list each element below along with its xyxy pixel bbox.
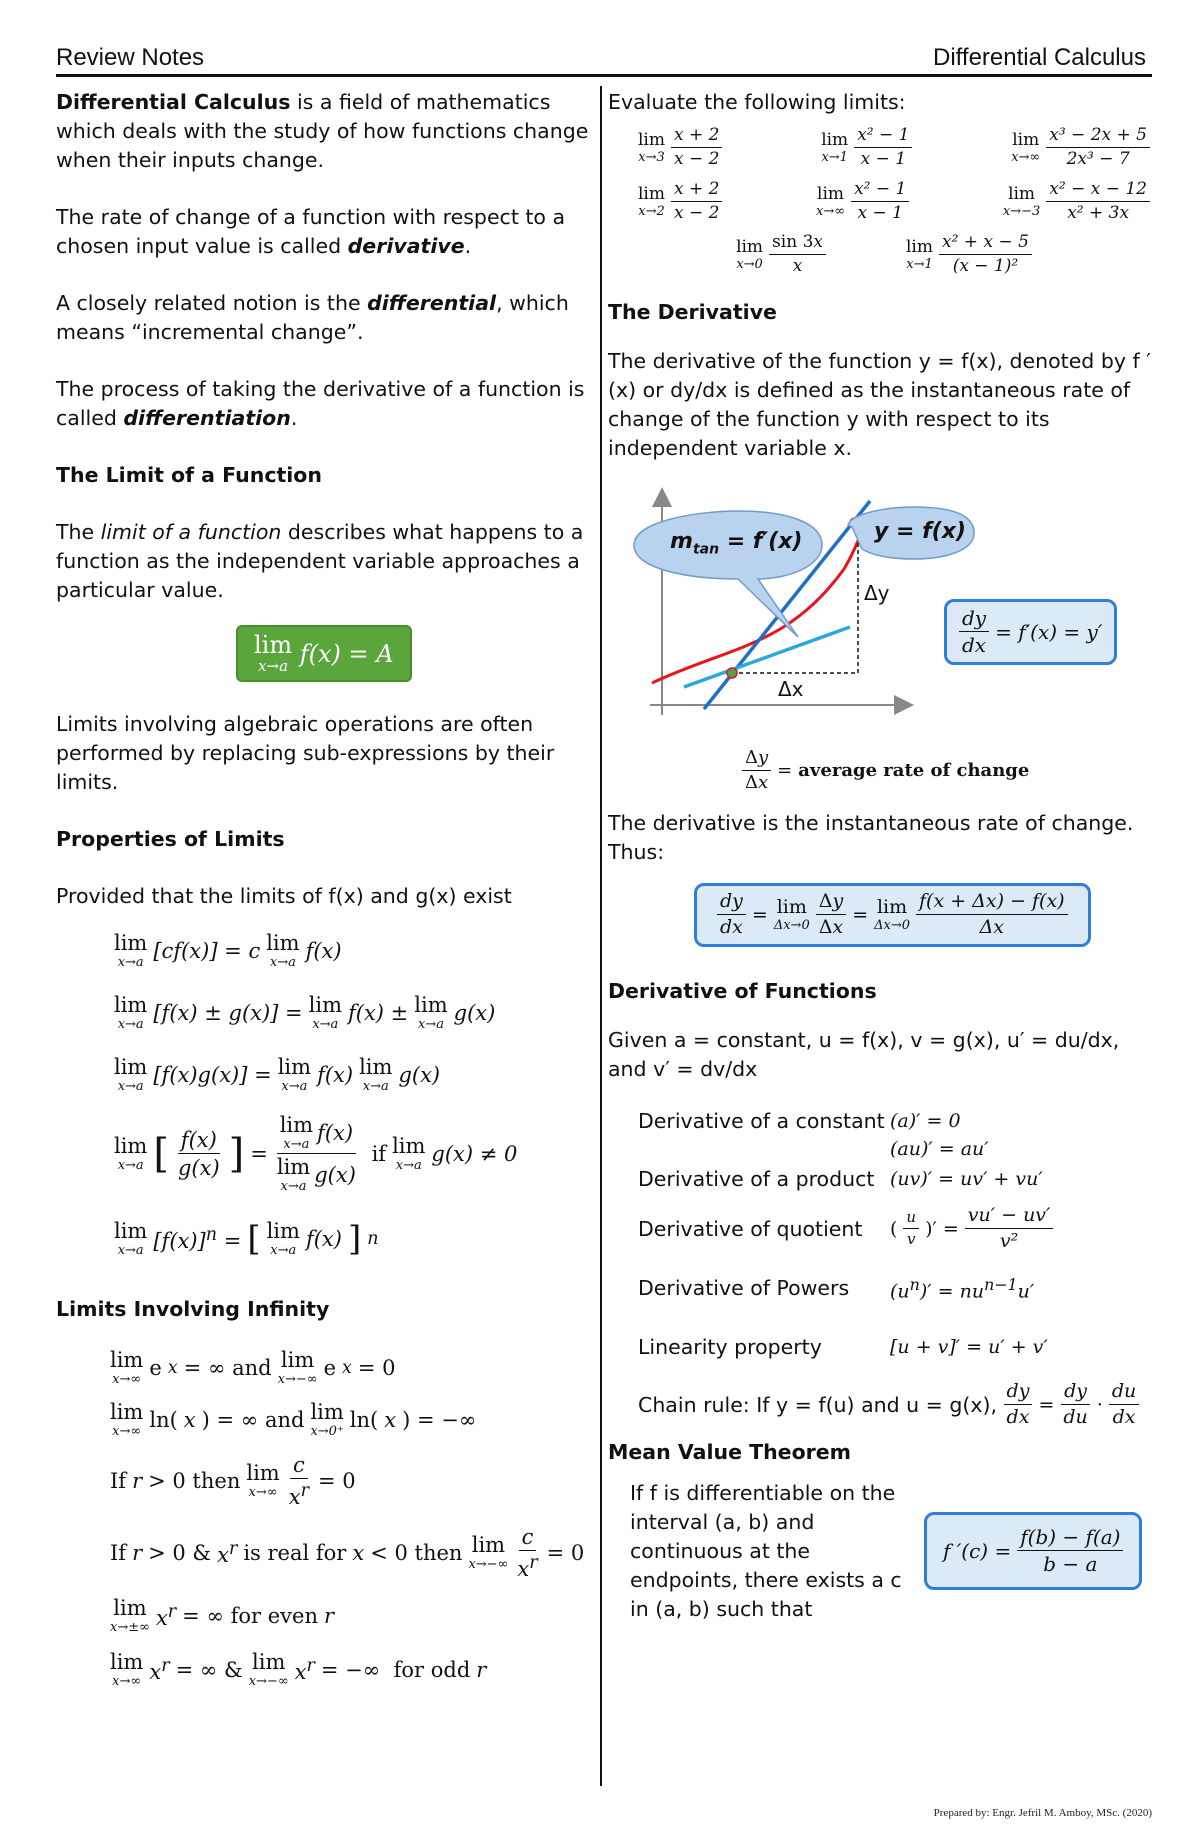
rule-chain: Chain rule: If y = f(u) and u = g(x), $\frac{dy}{dx}$ = $\frac{dy}{du}$ · $\frac{du}{dx}$ (638, 1382, 1160, 1428)
mvt-formula-box: f ′(c) = $\frac{f(b) - f(a)}{b - a}$ (924, 1512, 1142, 1590)
property-sum: lim x→a [f(x) ± g(x)] = lim x→a f(x) ± lim x→a g(x) (114, 993, 496, 1032)
exercise-row-2: lim x→2 $\frac{x + 2}{x - 2}$ lim x→∞ $\frac{\text{x² − 1}}{x - 1}$ lim x→−3 $\frac{\text{x² − x − 12}}{\text{x² + 3x}}$ (608, 181, 1160, 223)
rule-product: Derivative of a product (uv)′ = uv′ + vu′ (638, 1166, 1043, 1191)
differentiation-term: differentiation (123, 406, 291, 430)
mvt-heading: Mean Value Theorem (608, 1439, 852, 1464)
header-right: Differential Calculus (933, 44, 1146, 71)
mvt-section (608, 1479, 1160, 1624)
right-column (608, 88, 1160, 1624)
derivative-term: derivative (347, 234, 465, 258)
intro-term: Differential Calculus (56, 90, 291, 114)
differential-post: , which means “incremental change”. (56, 291, 569, 344)
derivative-pre: The rate of change of a function with respect to a chosen input value is called (56, 205, 566, 258)
derivative-paragraph: The rate of change of a function with respect to a chosen input value is called derivative. (56, 205, 566, 258)
limit-post: describes what happens to a function as the independent variable approaches a particular value. (56, 520, 584, 602)
derivative-heading: The Derivative (608, 300, 777, 325)
infinity-exp: lim x→∞ e x = ∞ and lim x→−∞ e x = 0 (110, 1348, 396, 1387)
rule-quotient: Derivative of quotient ( $\frac{u}{v}$ )′ = $\frac{vu' - uv'}{\text{v²}}$ (638, 1206, 1160, 1252)
mvt-text: If f is differentiable on the interval (a, b) and continuous at the endpoints, there exists a c in (a, b) such that (630, 1480, 902, 1621)
limit-definition (56, 625, 596, 682)
given-text: Given a = constant, u = f(x), v = g(x), u′ = du/dx, and v′ = dv/dx (608, 1027, 1120, 1081)
header-rule (56, 74, 1152, 77)
infinity-odd: lim x→∞ $x^r$ = ∞ & lim x→−∞ $x^r$ = −∞ for odd r (110, 1650, 487, 1690)
derivative-notation-box: $\frac{dy}{dx}$ = f′(x) = y′ (944, 599, 1117, 665)
average-rate-text: average rate of change (798, 760, 1030, 782)
infinity-recip-neg: If r > 0 & $x^r$ is real for x < 0 then lim x→−∞ $\frac{c}{x^r}$ = 0 (110, 1525, 585, 1582)
derivative-limit-box: $\frac{dy}{dx}$ = lim Δx→0 $\frac{\Delta y}{\Delta x}$ = lim Δx→0 $\frac{f(x + \Delta x) - f(x)}{\Delta x}$ (694, 883, 1091, 947)
intro-paragraph (56, 88, 596, 175)
exercise-row-1: lim x→3 $\frac{x + 2}{x - 2}$ lim x→1 $\frac{\text{x² − 1}}{x - 1}$ lim x→∞ $\frac{\text{x³ − 2x + 5}}{\text{2x³ − 7}}$ (608, 127, 1160, 169)
rule-constant: Derivative of a constant (a)′ = 0 (638, 1108, 961, 1133)
header-left: Review Notes (56, 44, 205, 71)
differentiation-paragraph: The process of taking the derivative of a function is called differentiation. (56, 377, 585, 430)
limit-pre: The (56, 520, 101, 544)
infinity-even: lim x→±∞ $x^r$ = ∞ for even r (110, 1596, 335, 1636)
point-a (727, 668, 737, 678)
dx-label: Δx (778, 677, 804, 702)
credit: Prepared by: Engr. Jefril M. Amboy, MSc. (2020) (933, 1807, 1152, 1819)
algebraic-paragraph: Limits involving algebraic operations are often performed by replacing sub-expressions by their limits. (56, 712, 555, 794)
limit-heading: The Limit of a Function (56, 463, 322, 487)
differentiation-pre: The process of taking the derivative of a function is called (56, 377, 585, 430)
rule-constant-multiple: (au)′ = au′ (890, 1137, 989, 1160)
property-power: lim x→a $[f(x)]^n$ = [ lim x→a f(x) ] n (114, 1219, 379, 1259)
infinity-recip: If r > 0 then lim x→∞ $\frac{c}{x^r}$ = 0 (110, 1453, 356, 1510)
limit-paragraph (56, 518, 596, 605)
dy-label: Δy (864, 581, 890, 606)
derivative-graph (608, 487, 1160, 727)
infinity-formulas (56, 1350, 596, 1688)
provided-paragraph: Provided that the limits of f(x) and g(x) exist (56, 884, 512, 908)
properties-heading: Properties of Limits (56, 827, 285, 851)
property-product: lim x→a [f(x)g(x)] = lim x→a f(x) lim x→a g(x) (114, 1055, 441, 1094)
infinity-ln: lim x→∞ ln( x ) = ∞ and lim x→0⁺ ln( x ) = −∞ (110, 1400, 477, 1439)
intro-rest: is a field of mathematics which deals with the study of how functions change when their inputs change. (56, 90, 589, 172)
property-constant: lim x→a [cf(x)] = c lim x→a f(x) (114, 931, 342, 970)
infinity-heading: Limits Involving Infinity (56, 1297, 330, 1321)
limit-definition-box: lim x→a f(x) = A (236, 625, 412, 682)
exercise-row-3: lim x→0 $\frac{\sin 3x}{x}$ lim x→1 $\frac{\text{x² + x − 5}}{\text{(x − 1)²}}$ (608, 234, 1160, 276)
average-rate: $\frac{\Delta y}{\Delta x}$ = average rate of change (608, 749, 1160, 793)
left-column (56, 88, 596, 1688)
differential-paragraph (56, 289, 596, 347)
derivative-rules (608, 1106, 1160, 1428)
functions-heading: Derivative of Functions (608, 978, 877, 1003)
limit-term: limit of a function (100, 520, 282, 544)
derivative-definition: The derivative of the function y = f(x), denoted by f ′(x) or dy/dx is defined as the instantaneous rate of change of the function y with respect to its independent variable x. (608, 349, 1151, 461)
rule-linearity: Linearity property [u + v]′ = u′ + v′ (638, 1334, 1048, 1359)
differential-pre: A closely related notion is the (56, 291, 368, 315)
rule-powers: Derivative of Powers $(u^n)' = nu^{n-1}u'$ (638, 1274, 1035, 1302)
instantaneous-text: The derivative is the instantaneous rate of change. Thus: (608, 810, 1134, 864)
properties-formulas (56, 933, 596, 1259)
differential-term: differential (367, 291, 497, 315)
mtan-label: $m_{tan} = f'(x)$ (670, 529, 803, 558)
column-divider (600, 86, 602, 1786)
property-quotient: lim x→a [ $\frac{f(x)}{g(x)}$ ] = lim x→a f(x) lim x→a g(x) if lim x→a g(x) ≠ 0 (114, 1113, 518, 1194)
evaluate-heading: Evaluate the following limits: (608, 90, 906, 114)
limit-exercises (608, 127, 1160, 276)
derivative-limit-def (608, 883, 1160, 947)
yfx-label: y = f(x) (874, 519, 966, 545)
